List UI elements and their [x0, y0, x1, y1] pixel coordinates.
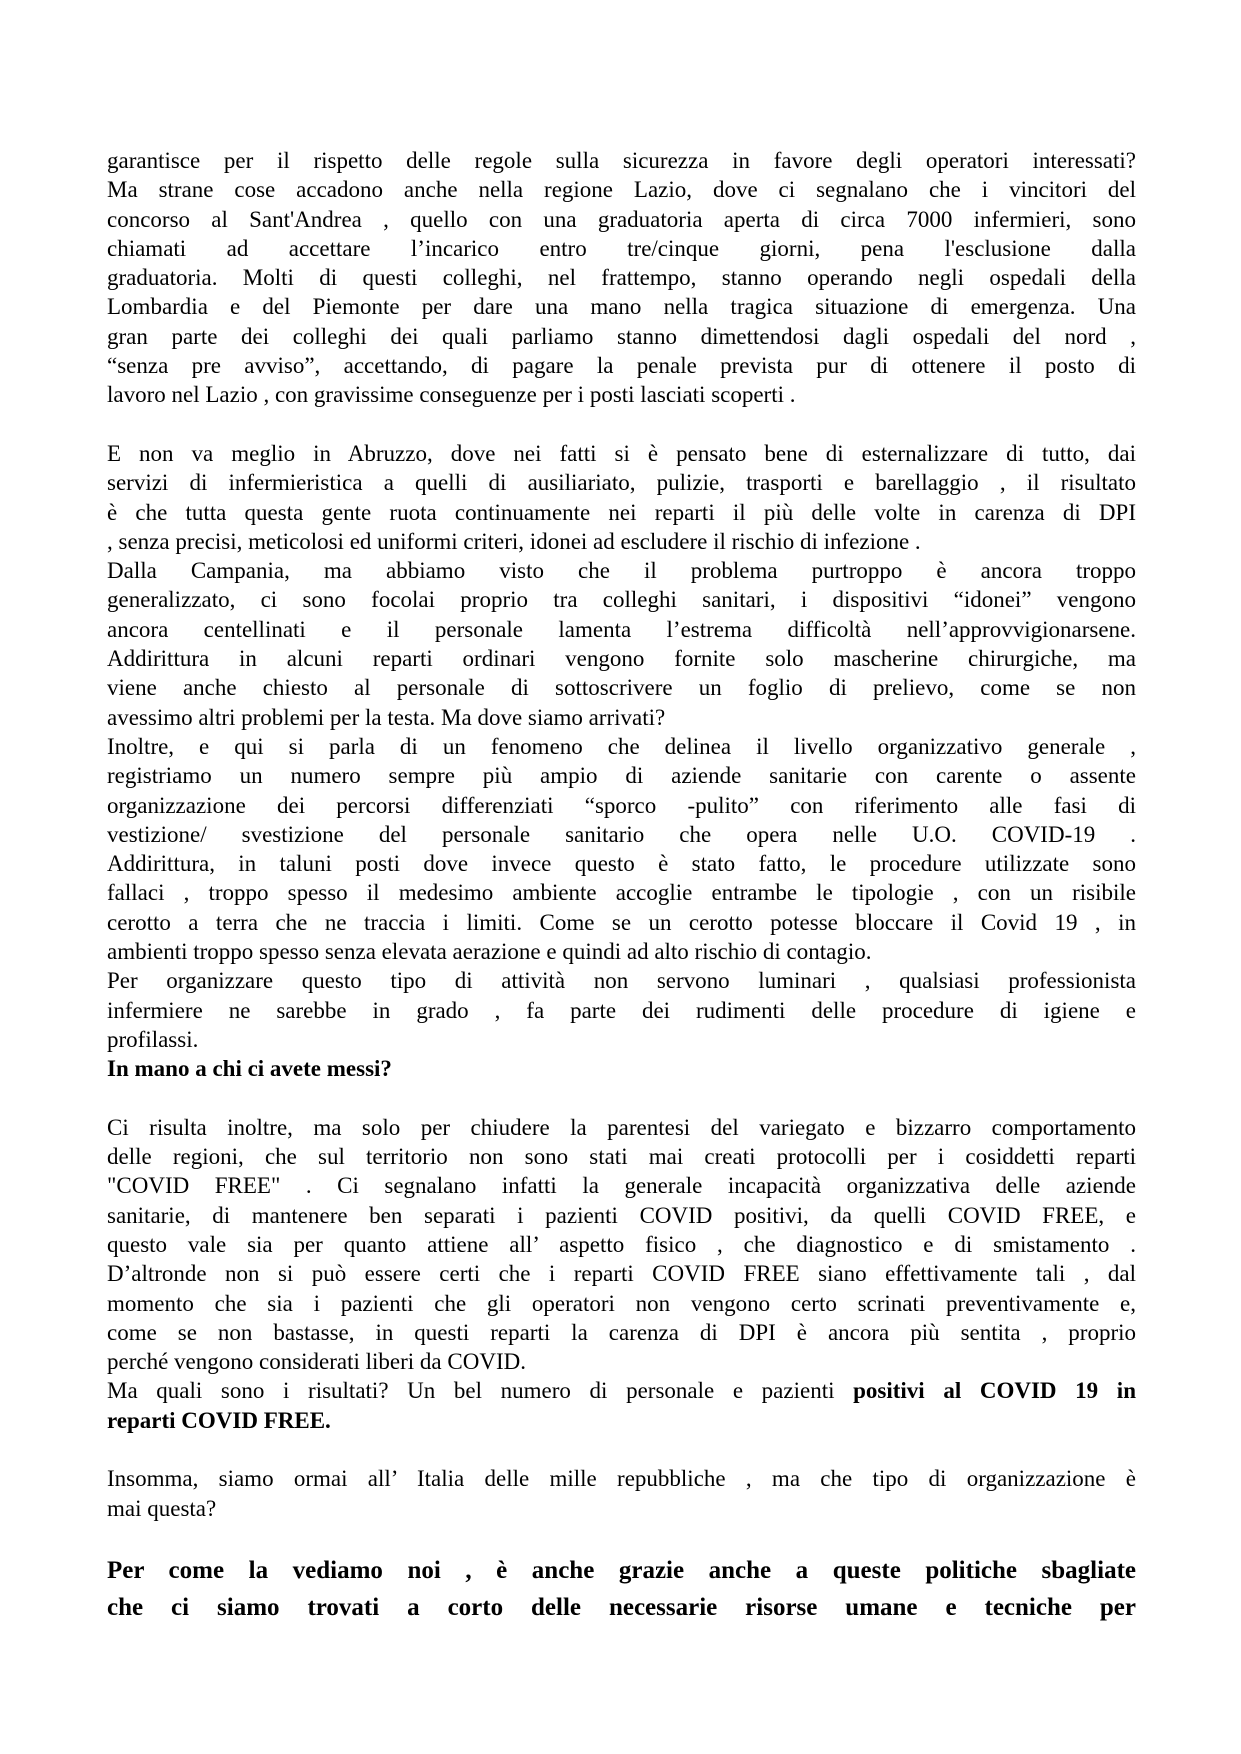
text-line: [107, 1376, 1136, 1405]
text-line: [107, 908, 1136, 937]
paragraph-insomma: [107, 1464, 1136, 1523]
text-segment: Inoltre, e qui si parla di un fenomeno che delinea il livello organizzativo generale ,: [107, 733, 1136, 759]
text-line: [107, 205, 1136, 234]
text-segment: chiamati ad accettare l’incarico entro tre/cinque giorni, pena l'esclusione dalla: [107, 235, 1136, 261]
text-segment: servizi di infermieristica a quelli di ausiliariato, pulizie, trasporti e barellaggio , il risultato: [107, 470, 1136, 496]
text-line: [107, 351, 1136, 380]
document-text-body: [107, 146, 1136, 1626]
text-segment: come se non bastasse, in questi reparti la carenza di DPI è ancora più sentita , proprio: [107, 1319, 1136, 1345]
text-segment: ambienti troppo spesso senza elevata aerazione e quindi ad alto rischio di contagio.: [107, 939, 872, 965]
text-segment: organizzazione dei percorsi differenziati “sporco -pulito” con riferimento alle fasi di: [107, 792, 1136, 818]
text-segment: perché vengono considerati liberi da COVID.: [107, 1349, 526, 1375]
text-line: [107, 1289, 1136, 1318]
text-line: [107, 1589, 1136, 1626]
heading-in-mano: [107, 1054, 1136, 1083]
text-line: [107, 1464, 1136, 1493]
text-segment: sanitarie, di mantenere ben separati i pazienti COVID positivi, da quelli COVID FREE, e: [107, 1202, 1136, 1228]
text-segment: “senza pre avviso”, accettando, di pagare la penale prevista pur di ottenere il posto di: [107, 353, 1136, 379]
text-segment: profilassi.: [107, 1026, 199, 1052]
text-line: [107, 937, 1136, 966]
text-segment: Ma quali sono i risultati? Un bel numero di personale e pazienti: [107, 1378, 854, 1404]
paragraph-luminari: [107, 966, 1136, 1054]
text-line: [107, 966, 1136, 995]
text-line: [107, 615, 1136, 644]
text-segment: momento che sia i pazienti che gli operatori non vengono certo scrinati preventivamente e,: [107, 1290, 1136, 1316]
text-line: [107, 468, 1136, 497]
bold-text-segment: che ci siamo trovati a corto delle necessarie risorse umane e tecniche per: [107, 1594, 1136, 1622]
text-line: [107, 263, 1136, 292]
text-line: [107, 732, 1136, 761]
text-segment: infermiere ne sarebbe in grado , fa parte dei rudimenti delle procedure di igiene e: [107, 997, 1136, 1023]
text-segment: fallaci , troppo spesso il medesimo ambiente accoglie entrambe le tipologie , con un risibile: [107, 880, 1136, 906]
text-line: [107, 1230, 1136, 1259]
text-line: [107, 556, 1136, 585]
paragraph-spacer: [107, 1084, 1136, 1113]
text-line: [107, 703, 1136, 732]
bold-text-segment: Per come la vediamo noi , è anche grazie anche a queste politiche sbagliate: [107, 1557, 1136, 1585]
text-line: [107, 1347, 1136, 1376]
paragraph-covid-free: [107, 1113, 1136, 1377]
paragraph-spacer: [107, 1435, 1136, 1464]
bold-text-segment: positivi al COVID 19 in: [853, 1378, 1136, 1404]
text-segment: Ci risulta inoltre, ma solo per chiudere la parentesi del variegato e bizzarro comportamento: [107, 1114, 1136, 1140]
text-segment: viene anche chiesto al personale di sottoscrivere un foglio di prelievo, come se non: [107, 675, 1136, 701]
text-segment: Dalla Campania, ma abbiamo visto che il problema purtroppo è ancora troppo: [107, 558, 1136, 584]
text-segment: Per organizzare questo tipo di attività non servono luminari , qualsiasi professionista: [107, 968, 1136, 994]
text-segment: è che tutta questa gente ruota continuamente nei reparti il più delle volte in carenza di DPI: [107, 499, 1136, 525]
text-line: [107, 585, 1136, 614]
text-line: [107, 1494, 1136, 1523]
text-line: [107, 498, 1136, 527]
text-line: [107, 878, 1136, 907]
text-segment: Addirittura in alcuni reparti ordinari vengono fornite solo mascherine chirurgiche, ma: [107, 646, 1136, 672]
text-line: [107, 1318, 1136, 1347]
paragraph-lazio: [107, 146, 1136, 410]
bold-text-segment: reparti COVID FREE.: [107, 1407, 331, 1433]
paragraph-spacer: [107, 410, 1136, 439]
paragraph-campania: [107, 556, 1136, 732]
text-segment: Insomma, siamo ormai all’ Italia delle mille repubbliche , ma che tipo di organizzazione è: [107, 1466, 1136, 1492]
text-line: [107, 996, 1136, 1025]
text-segment: lavoro nel Lazio , con gravissime conseguenze per i posti lasciati scoperti .: [107, 382, 796, 408]
text-segment: concorso al Sant'Andrea , quello con una graduatoria aperta di circa 7000 infermieri, sono: [107, 206, 1136, 232]
text-line: [107, 1025, 1136, 1054]
text-line: [107, 791, 1136, 820]
text-segment: "COVID FREE" . Ci segnalano infatti la generale incapacità organizzativa delle aziende: [107, 1173, 1136, 1199]
text-segment: gran parte dei colleghi dei quali parliamo stanno dimettendosi dagli ospedali del nord ,: [107, 323, 1136, 349]
text-line: [107, 644, 1136, 673]
text-segment: D’altronde non si può essere certi che i reparti COVID FREE siano effettivamente tali , dal: [107, 1261, 1136, 1287]
text-line: [107, 1054, 1136, 1083]
text-segment: generalizzato, ci sono focolai proprio tra colleghi sanitari, i dispositivi “idonei” vengono: [107, 587, 1136, 613]
text-line: [107, 761, 1136, 790]
text-line: [107, 234, 1136, 263]
text-line: [107, 527, 1136, 556]
text-segment: vestizione/ svestizione del personale sanitario che opera nelle U.O. COVID-19 .: [107, 821, 1136, 847]
text-line: [107, 1171, 1136, 1200]
text-segment: graduatoria. Molti di questi colleghi, nel frattempo, stanno operando negli ospedali della: [107, 265, 1136, 291]
text-line: [107, 146, 1136, 175]
text-segment: , senza precisi, meticolosi ed uniformi criteri, idonei ad escludere il rischio di infezione .: [107, 528, 921, 554]
paragraph-risultati: [107, 1376, 1136, 1435]
text-line: [107, 322, 1136, 351]
text-segment: Lombardia e del Piemonte per dare una mano nella tragica situazione di emergenza. Una: [107, 294, 1136, 320]
text-line: [107, 1259, 1136, 1288]
text-line: [107, 849, 1136, 878]
text-line: [107, 439, 1136, 468]
text-line: [107, 380, 1136, 409]
text-segment: garantisce per il rispetto delle regole sulla sicurezza in favore degli operatori interessati?: [107, 148, 1136, 173]
text-segment: questo vale sia per quanto attiene all’ aspetto fisico , che diagnostico e di smistamento .: [107, 1231, 1136, 1257]
text-segment: delle regioni, che sul territorio non sono stati mai creati protocolli per i cosiddetti reparti: [107, 1144, 1136, 1170]
text-segment: Ma strane cose accadono anche nella regione Lazio, dove ci segnalano che i vincitori del: [107, 177, 1136, 203]
text-line: [107, 1201, 1136, 1230]
text-line: [107, 1113, 1136, 1142]
bold-text-segment: In mano a chi ci avete messi?: [107, 1056, 392, 1082]
text-segment: mai questa?: [107, 1495, 217, 1521]
text-segment: avessimo altri problemi per la testa. Ma dove siamo arrivati?: [107, 704, 666, 730]
text-segment: E non va meglio in Abruzzo, dove nei fatti si è pensato bene di esternalizzare di tutto, dai: [107, 440, 1136, 466]
text-line: [107, 673, 1136, 702]
text-line: [107, 820, 1136, 849]
paragraph-organizzazione: [107, 732, 1136, 966]
text-segment: cerotto a terra che ne traccia i limiti. Come se un cerotto potesse bloccare il Covid 19 , in: [107, 909, 1136, 935]
paragraph-conclusione-bold: [107, 1552, 1136, 1626]
text-line: [107, 292, 1136, 321]
text-line: [107, 175, 1136, 204]
text-line: [107, 1142, 1136, 1171]
text-line: [107, 1552, 1136, 1589]
text-segment: registriamo un numero sempre più ampio di aziende sanitarie con carente o assente: [107, 763, 1136, 789]
text-segment: ancora centellinati e il personale lamenta l’estrema difficoltà nell’approvvigionarsene.: [107, 616, 1136, 642]
text-line: [107, 1406, 1136, 1435]
paragraph-abruzzo: [107, 439, 1136, 556]
text-segment: Addirittura, in taluni posti dove invece questo è stato fatto, le procedure utilizzate sono: [107, 851, 1136, 877]
paragraph-spacer: [107, 1523, 1136, 1552]
